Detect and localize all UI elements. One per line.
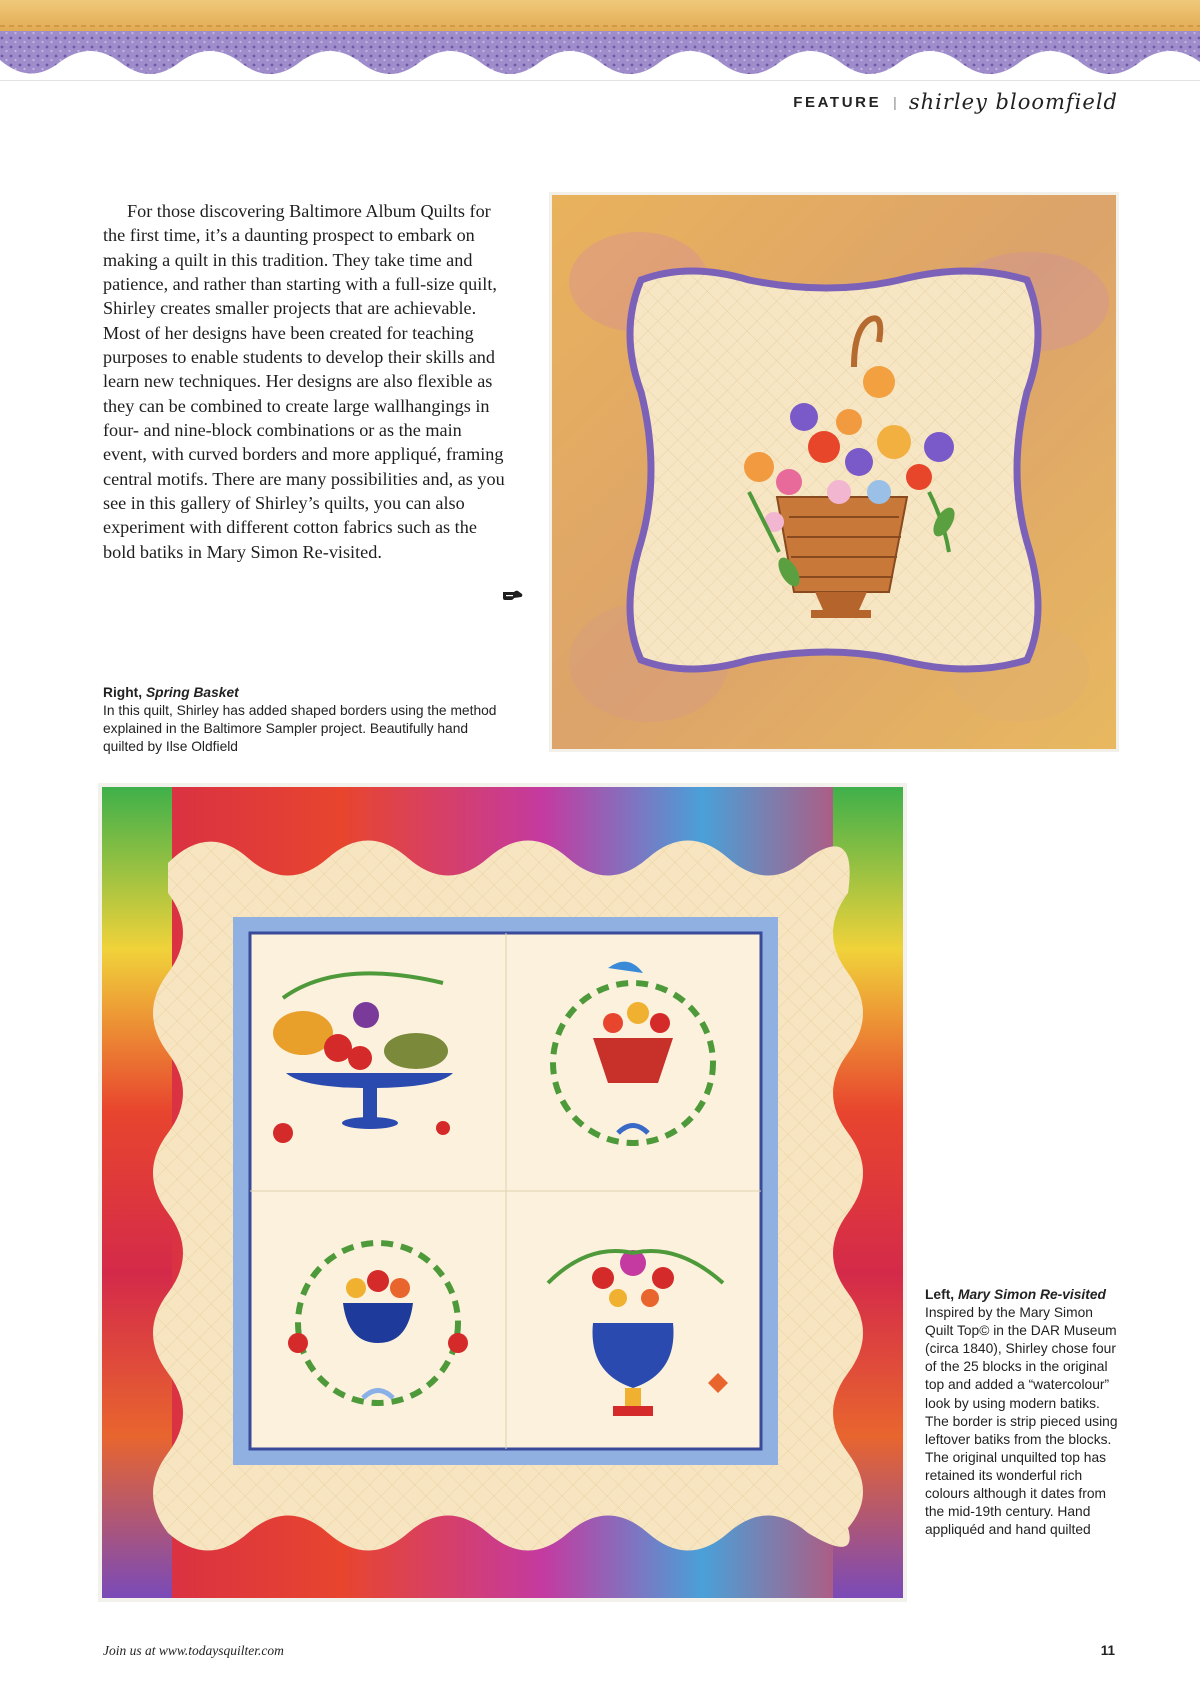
body-paragraph-text: For those discovering Baltimore Album Quilts for the first time, it’s a daunting prospect to embark on making a quilt in this tradition. They take time and patience, and rather than starting with a full-size quilt, Shirley creates smaller projects that are achievable. Most of her designs have been created for teaching purposes to enable students to develop their skills and learn new techniques. Her designs are also flexible as they can be combined to create large wallhangings in four- and nine-block combinations or as the main event, with curved borders and more appliqué, framing central motifs. There are many possibilities and, as you see in this gallery of Shirley’s quilts, you can also experiment with different cotton fabrics such as the bold batiks in Mary Simon Re-visited. — [103, 201, 505, 562]
body-paragraph — [103, 199, 507, 564]
caption-text: Inspired by the Mary Simon Quilt Top© in the DAR Museum (circa 1840), Shirley chose four of the 25 blocks in the original top and added a “watercolour” look by using modern batiks. The border is strip pieced using leftover batiks from the blocks. The original unquilted top has retained its wonderful rich colours although it dates from the mid-19th century. Hand appliquéd and hand quilted — [925, 1305, 1118, 1538]
mary-simon-caption — [925, 1286, 1120, 1539]
header-separator: | — [893, 94, 897, 110]
mary-simon-quilt-photo — [98, 783, 907, 1602]
caption-text: In this quilt, Shirley has added shaped borders using the method explained in the Baltimore Sampler project. Beautifully hand quilted by Ilse Oldfield — [103, 703, 497, 755]
spring-basket-quilt-photo — [549, 192, 1119, 752]
running-header — [793, 84, 1118, 120]
spring-basket-caption — [103, 684, 503, 756]
decorative-header-band — [0, 0, 1200, 80]
footer-website: Join us at www.todaysquilter.com — [103, 1643, 284, 1658]
page-number: 11 — [1100, 1643, 1115, 1658]
pointing-hand-icon — [502, 587, 524, 603]
author-name: shirley bloomfield — [908, 90, 1118, 114]
caption-title: Spring Basket — [145, 685, 239, 700]
caption-position-word: Right, — [103, 685, 143, 700]
section-label: FEATURE — [793, 93, 882, 111]
caption-position-word: Left, — [925, 1287, 955, 1302]
header-divider — [0, 80, 1200, 81]
caption-title: Mary Simon Re-visited — [957, 1287, 1106, 1302]
